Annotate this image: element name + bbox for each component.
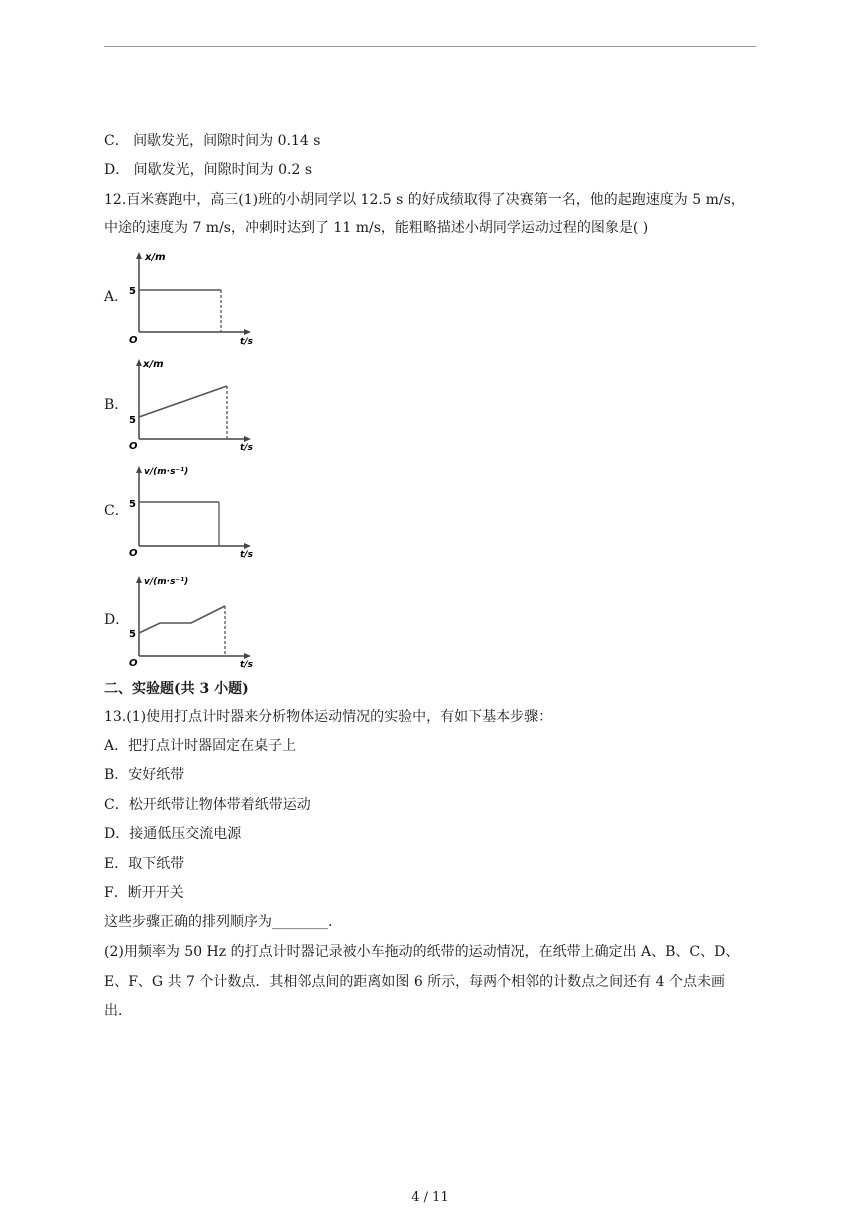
graph-c-origin: O — [129, 548, 138, 558]
graph-c-xlabel: t/s — [240, 550, 253, 558]
option-a-label: A． — [104, 289, 129, 305]
option-c-text: C． 间歇发光，间隙时间为 0.14 s — [104, 133, 321, 149]
graph-d — [127, 572, 257, 672]
graph-b-ylabel: x/m — [143, 359, 164, 370]
graph-a-origin: O — [129, 335, 138, 346]
graph-b-tick: 5 — [129, 415, 136, 426]
option-c-label: C． — [104, 503, 129, 519]
graph-a-tick: 5 — [129, 286, 136, 297]
step-e: E．取下纸带 — [104, 856, 185, 872]
step-c: C．松开纸带让物体带着纸带运动 — [104, 797, 311, 813]
option-b-label: B． — [104, 397, 129, 413]
step-a: A．把打点计时器固定在桌子上 — [104, 738, 297, 754]
graph-a-xlabel: t/s — [240, 337, 253, 346]
graph-b — [127, 355, 257, 455]
option-d-text: D． 间歇发光，间隙时间为 0.2 s — [104, 162, 313, 178]
graph-c-tick: 5 — [129, 499, 136, 510]
graph-d-tick: 5 — [129, 629, 136, 640]
graph-c — [127, 462, 257, 562]
option-d-label: D． — [104, 612, 130, 628]
page-number: 4 / 11 — [411, 1190, 449, 1205]
question-13-2-line-3: 出． — [104, 1003, 132, 1019]
question-12-line-2: 中途的速度为 7 m/s，冲刺时达到了 11 m/s，能粗略描述小胡同学运动过程的图象是( ) — [104, 220, 649, 236]
question-12-line-1: 12.百米赛跑中，高三(1)班的小胡同学以 12.5 s 的好成绩取得了决赛第一名，他的起跑速度为 5 m/s， — [104, 192, 745, 208]
graph-d-ylabel: v/(m·s⁻¹) — [144, 577, 189, 587]
question-13-2-line-2: E、F、G 共 7 个计数点．其相邻点间的距离如图 6 所示，每两个相邻的计数点之间还有 4 个点未画 — [104, 974, 725, 990]
graph-d-origin: O — [129, 658, 138, 668]
question-13-2-line-1: (2)用频率为 50 Hz 的打点计时器记录被小车拖动的纸带的运动情况，在纸带上确定出 A、B、C、D、 — [104, 944, 740, 960]
section-title-experiments: 二、实验题(共 3 小题) — [104, 681, 249, 697]
step-b: B．安好纸带 — [104, 767, 185, 783]
step-f: F．断开开关 — [104, 885, 184, 901]
order-blank: 这些步骤正确的排列顺序为________. — [104, 914, 333, 930]
header-rule — [104, 46, 756, 47]
graph-d-xlabel: t/s — [240, 660, 253, 668]
question-13-line-1: 13.(1)使用打点计时器来分析物体运动情况的实验中，有如下基本步骤： — [104, 709, 553, 725]
graph-b-origin: O — [129, 441, 138, 451]
graph-c-ylabel: v/(m·s⁻¹) — [144, 467, 189, 477]
graph-a-ylabel: x/m — [145, 252, 166, 263]
graph-b-xlabel: t/s — [240, 443, 253, 451]
step-d: D．接通低压交流电源 — [104, 826, 242, 842]
graph-a — [127, 250, 257, 350]
